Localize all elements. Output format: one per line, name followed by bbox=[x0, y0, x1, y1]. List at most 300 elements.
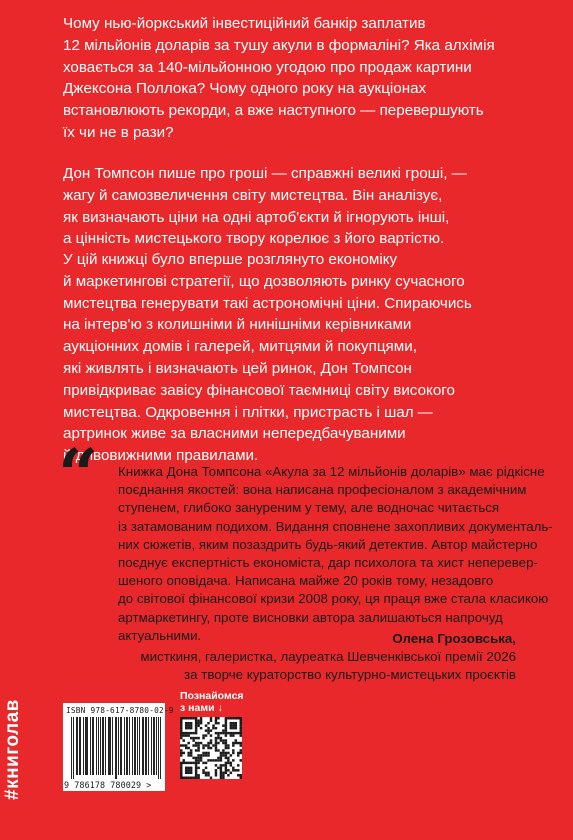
qr-module bbox=[202, 744, 204, 746]
qr-module bbox=[195, 744, 197, 746]
qr-module bbox=[240, 759, 242, 761]
qr-module bbox=[180, 762, 182, 764]
qr-module bbox=[220, 737, 222, 739]
qr-module bbox=[222, 754, 224, 756]
qr-module bbox=[197, 767, 199, 769]
barcode-bar bbox=[108, 717, 109, 775]
qr-module bbox=[205, 744, 207, 746]
qr-module bbox=[225, 739, 227, 741]
qr-module bbox=[180, 722, 182, 724]
qr-module bbox=[240, 777, 242, 779]
qr-module bbox=[190, 727, 192, 729]
qr-module bbox=[180, 744, 182, 746]
qr-module bbox=[240, 734, 242, 736]
qr-module bbox=[195, 777, 197, 779]
barcode-bar bbox=[153, 717, 154, 775]
qr-module bbox=[185, 732, 187, 734]
qr-module bbox=[205, 734, 207, 736]
barcode-bar bbox=[102, 717, 103, 775]
qr-module bbox=[202, 747, 204, 749]
qr-module bbox=[212, 759, 214, 761]
qr-module bbox=[180, 717, 182, 719]
qr-module bbox=[227, 717, 229, 719]
barcode-bar bbox=[80, 717, 81, 775]
qr-module bbox=[235, 727, 237, 729]
qr-module bbox=[225, 734, 227, 736]
qr-module bbox=[232, 732, 234, 734]
qr-module bbox=[180, 774, 182, 776]
qr-module bbox=[202, 762, 204, 764]
qr-module bbox=[185, 744, 187, 746]
qr-module bbox=[187, 777, 189, 779]
qr-module bbox=[202, 737, 204, 739]
qr-module bbox=[187, 747, 189, 749]
qr-module bbox=[185, 727, 187, 729]
qr-module bbox=[230, 754, 232, 756]
qr-module bbox=[225, 744, 227, 746]
barcode-bar bbox=[142, 717, 143, 775]
qr-module bbox=[190, 762, 192, 764]
qr-module bbox=[225, 742, 227, 744]
qr-module bbox=[227, 759, 229, 761]
qr-module bbox=[220, 767, 222, 769]
review-author bbox=[140, 630, 516, 685]
qr-module bbox=[222, 742, 224, 744]
qr-module bbox=[235, 717, 237, 719]
qr-module bbox=[230, 734, 232, 736]
qr-module bbox=[195, 769, 197, 771]
blurb-paragraph-2: Дон Томпсон пише про гроші — справжні великі гроші, — жагу й самозвеличення світу мистецтва. Він аналізує, як визначають ціни на одні артоб'єкти й ігнорують інші, а цінність мистецького твору корелює з його вартістю. bbox=[63, 165, 467, 248]
qr-module bbox=[187, 734, 189, 736]
qr-module bbox=[192, 744, 194, 746]
qr-module bbox=[182, 762, 184, 764]
qr-module bbox=[180, 727, 182, 729]
qr-module bbox=[240, 722, 242, 724]
barcode-bar bbox=[105, 717, 106, 775]
qr-module bbox=[215, 719, 217, 721]
qr-module bbox=[215, 772, 217, 774]
barcode-bar bbox=[86, 717, 87, 775]
qr-module bbox=[215, 727, 217, 729]
qr-code[interactable] bbox=[180, 717, 242, 779]
qr-module bbox=[232, 727, 234, 729]
barcode-bar bbox=[115, 717, 116, 779]
qr-module bbox=[237, 764, 239, 766]
qr-module bbox=[207, 772, 209, 774]
qr-module bbox=[180, 737, 182, 739]
barcode-bar bbox=[112, 717, 113, 775]
barcode-bar bbox=[146, 717, 147, 775]
qr-module bbox=[225, 764, 227, 766]
barcode-bar bbox=[76, 717, 77, 775]
qr-module bbox=[195, 724, 197, 726]
qr-module bbox=[195, 732, 197, 734]
qr-module bbox=[240, 742, 242, 744]
qr-module bbox=[220, 757, 222, 759]
qr-module bbox=[212, 724, 214, 726]
qr-module bbox=[225, 757, 227, 759]
qr-module bbox=[217, 749, 219, 751]
barcode-bar bbox=[160, 717, 161, 779]
qr-module bbox=[227, 769, 229, 771]
barcode-bar bbox=[148, 717, 149, 775]
qr-module bbox=[187, 767, 189, 769]
qr-module bbox=[230, 762, 232, 764]
qr-module bbox=[240, 752, 242, 754]
qr-module bbox=[220, 769, 222, 771]
qr-module bbox=[190, 769, 192, 771]
qr-module bbox=[227, 752, 229, 754]
qr-module bbox=[192, 762, 194, 764]
barcode-bar bbox=[116, 717, 117, 779]
qr-module bbox=[182, 759, 184, 761]
qr-module bbox=[225, 754, 227, 756]
qr-module bbox=[190, 737, 192, 739]
qr-module bbox=[227, 732, 229, 734]
qr-module bbox=[187, 717, 189, 719]
qr-module bbox=[220, 764, 222, 766]
qr-module bbox=[227, 757, 229, 759]
barcode-bar bbox=[154, 717, 155, 775]
qr-module bbox=[222, 739, 224, 741]
qr-module bbox=[195, 722, 197, 724]
qr-module bbox=[197, 742, 199, 744]
qr-module bbox=[190, 722, 192, 724]
qr-module bbox=[225, 762, 227, 764]
qr-module bbox=[187, 762, 189, 764]
qr-module bbox=[222, 724, 224, 726]
qr-module bbox=[205, 754, 207, 756]
qr-module bbox=[185, 722, 187, 724]
qr-caption: Познайомся з нами ↓ bbox=[180, 690, 244, 714]
barcode-bar bbox=[87, 717, 88, 775]
qr-module bbox=[232, 717, 234, 719]
qr-module bbox=[190, 772, 192, 774]
barcode-icon bbox=[71, 717, 161, 779]
qr-module bbox=[187, 727, 189, 729]
qr-module bbox=[237, 742, 239, 744]
qr-module bbox=[180, 777, 182, 779]
qr-module bbox=[237, 774, 239, 776]
qr-module bbox=[212, 744, 214, 746]
barcode-bar bbox=[83, 717, 84, 775]
barcode-bar bbox=[85, 717, 86, 775]
qr-module bbox=[217, 732, 219, 734]
qr-module bbox=[202, 772, 204, 774]
qr-module bbox=[230, 764, 232, 766]
qr-module bbox=[237, 717, 239, 719]
barcode-bar bbox=[139, 717, 140, 775]
barcode-bar bbox=[98, 717, 99, 775]
barcode-bar bbox=[96, 717, 97, 775]
qr-module bbox=[192, 739, 194, 741]
qr-module bbox=[185, 772, 187, 774]
qr-module bbox=[180, 729, 182, 731]
qr-module bbox=[197, 747, 199, 749]
qr-module bbox=[232, 769, 234, 771]
qr-module bbox=[207, 752, 209, 754]
qr-module bbox=[237, 752, 239, 754]
qr-module bbox=[210, 742, 212, 744]
qr-module bbox=[215, 742, 217, 744]
qr-module bbox=[207, 747, 209, 749]
qr-module bbox=[225, 752, 227, 754]
barcode-bar bbox=[118, 717, 119, 775]
qr-module bbox=[192, 732, 194, 734]
qr-module bbox=[202, 734, 204, 736]
qr-module bbox=[215, 759, 217, 761]
qr-module bbox=[225, 722, 227, 724]
qr-module bbox=[232, 749, 234, 751]
qr-module bbox=[215, 722, 217, 724]
qr-module bbox=[180, 767, 182, 769]
barcode-bar bbox=[137, 717, 138, 775]
qr-module bbox=[195, 772, 197, 774]
qr-module bbox=[197, 757, 199, 759]
qr-module bbox=[185, 762, 187, 764]
qr-module bbox=[195, 717, 197, 719]
qr-module bbox=[205, 762, 207, 764]
qr-module bbox=[240, 729, 242, 731]
qr-module bbox=[180, 732, 182, 734]
qr-module bbox=[217, 717, 219, 719]
qr-module bbox=[205, 772, 207, 774]
qr-module bbox=[195, 719, 197, 721]
qr-module bbox=[197, 744, 199, 746]
qr-module bbox=[230, 772, 232, 774]
qr-module bbox=[197, 722, 199, 724]
qr-module bbox=[225, 717, 227, 719]
qr-module bbox=[200, 719, 202, 721]
qr-module bbox=[210, 747, 212, 749]
qr-module bbox=[205, 767, 207, 769]
qr-module bbox=[195, 749, 197, 751]
qr-module bbox=[215, 764, 217, 766]
qr-module bbox=[225, 772, 227, 774]
barcode-bar bbox=[121, 717, 122, 775]
qr-module bbox=[195, 757, 197, 759]
qr-module bbox=[227, 747, 229, 749]
qr-module bbox=[197, 724, 199, 726]
review-quote: Книжка Дона Томпсона «Акула за 12 мільйонів доларів» має рідкісне поєднання якостей: вона написана професіоналом з академічним ступенем, глибоко зануреним у тему, але водночас читається із затамованим подихом. Видання сповнене захопливих документаль- них сюжетів, яким позаздрить будь-який детектив. Автор майстерно поєднує експертність економіста, дар психолога та хист неперевер- шеного оповідача. Написана майже 20 років тому, незадовго до світової фінансової кризи 2008 року, ця праця вже стала класикою артмаркетингу, проте висновки автора залишаються напрочуд актуальними. bbox=[118, 464, 553, 643]
qr-module bbox=[205, 729, 207, 731]
qr-module bbox=[232, 744, 234, 746]
qr-module bbox=[190, 767, 192, 769]
barcode-bar bbox=[103, 717, 104, 775]
qr-module bbox=[240, 724, 242, 726]
qr-module bbox=[205, 724, 207, 726]
qr-module bbox=[187, 754, 189, 756]
qr-module bbox=[220, 754, 222, 756]
qr-module bbox=[180, 769, 182, 771]
author-title: мисткиня, галеристка, лауреатка Шевченківської премії 2026 bbox=[140, 649, 516, 665]
qr-module bbox=[187, 722, 189, 724]
qr-module bbox=[207, 754, 209, 756]
qr-module bbox=[195, 764, 197, 766]
qr-module bbox=[200, 742, 202, 744]
barcode-bar bbox=[71, 717, 72, 779]
qr-module bbox=[225, 724, 227, 726]
qr-module bbox=[232, 722, 234, 724]
qr-module bbox=[187, 772, 189, 774]
barcode-bar bbox=[127, 717, 128, 775]
qr-module bbox=[235, 742, 237, 744]
qr-module bbox=[215, 769, 217, 771]
qr-module bbox=[187, 742, 189, 744]
qr-module bbox=[232, 724, 234, 726]
barcode-bar bbox=[156, 717, 157, 775]
qr-module bbox=[217, 734, 219, 736]
qr-module bbox=[192, 777, 194, 779]
qr-code-icon bbox=[180, 717, 242, 779]
qr-module bbox=[182, 732, 184, 734]
qr-module bbox=[180, 724, 182, 726]
barcode-bar bbox=[92, 717, 93, 775]
qr-module bbox=[215, 744, 217, 746]
qr-module bbox=[190, 754, 192, 756]
qr-module bbox=[240, 719, 242, 721]
barcode-bar bbox=[124, 717, 125, 775]
qr-module bbox=[197, 774, 199, 776]
qr-module bbox=[215, 737, 217, 739]
qr-module bbox=[222, 732, 224, 734]
qr-module bbox=[237, 732, 239, 734]
qr-module bbox=[232, 767, 234, 769]
blurb-paragraph-1: Чому нью-йоркський інвестиційний банкір заплатив 12 мільйонів доларів за тушу акули в формаліні? Яка алхімія ховається за 140-мільйонною угодою про продаж картини Джексона Поллока? Чому одного року на аукціонах встановлюють рекорди, а вже наступного — перевершують їх чи не в рази? bbox=[63, 15, 495, 141]
qr-module bbox=[197, 759, 199, 761]
ean-number: 9 786178 780029 > bbox=[64, 780, 152, 790]
qr-module bbox=[185, 767, 187, 769]
qr-module bbox=[230, 717, 232, 719]
qr-module bbox=[195, 759, 197, 761]
qr-module bbox=[195, 737, 197, 739]
qr-module bbox=[240, 717, 242, 719]
author-name: Олена Грозовська, bbox=[392, 631, 516, 646]
qr-module bbox=[222, 777, 224, 779]
qr-module bbox=[212, 727, 214, 729]
qr-module bbox=[220, 759, 222, 761]
qr-module bbox=[182, 717, 184, 719]
barcode-bar bbox=[109, 717, 110, 775]
qr-module bbox=[182, 777, 184, 779]
qr-module bbox=[187, 752, 189, 754]
qr-module bbox=[237, 754, 239, 756]
barcode-bar bbox=[90, 717, 91, 775]
qr-module bbox=[222, 774, 224, 776]
qr-module bbox=[235, 739, 237, 741]
qr-module bbox=[217, 742, 219, 744]
barcode-bar bbox=[79, 717, 80, 775]
isbn-number: ISBN 978-617-8780-02-9 bbox=[66, 706, 174, 715]
barcode-bar bbox=[110, 717, 111, 775]
qr-module bbox=[217, 757, 219, 759]
qr-module bbox=[210, 717, 212, 719]
qr-module bbox=[182, 752, 184, 754]
qr-module bbox=[210, 734, 212, 736]
qr-module bbox=[220, 752, 222, 754]
qr-module bbox=[220, 772, 222, 774]
qr-module bbox=[227, 774, 229, 776]
qr-module bbox=[185, 717, 187, 719]
qr-module bbox=[197, 762, 199, 764]
qr-module bbox=[240, 774, 242, 776]
qr-module bbox=[227, 744, 229, 746]
qr-module bbox=[215, 732, 217, 734]
qr-module bbox=[180, 734, 182, 736]
qr-module bbox=[182, 734, 184, 736]
qr-module bbox=[197, 777, 199, 779]
qr-module bbox=[227, 762, 229, 764]
qr-module bbox=[210, 739, 212, 741]
qr-module bbox=[190, 752, 192, 754]
qr-module bbox=[205, 752, 207, 754]
qr-module bbox=[185, 747, 187, 749]
qr-module bbox=[240, 744, 242, 746]
qr-module bbox=[225, 769, 227, 771]
qr-module bbox=[210, 729, 212, 731]
qr-module bbox=[195, 742, 197, 744]
barcode-bar bbox=[134, 717, 135, 775]
qr-module bbox=[195, 774, 197, 776]
quote-mark-icon: “ bbox=[58, 433, 99, 516]
qr-module bbox=[207, 744, 209, 746]
qr-module bbox=[222, 772, 224, 774]
qr-module bbox=[195, 727, 197, 729]
qr-module bbox=[225, 719, 227, 721]
qr-module bbox=[225, 767, 227, 769]
qr-module bbox=[232, 734, 234, 736]
barcode-bar bbox=[73, 717, 74, 779]
qr-module bbox=[185, 724, 187, 726]
qr-module bbox=[195, 762, 197, 764]
qr-module bbox=[190, 749, 192, 751]
qr-module bbox=[210, 777, 212, 779]
qr-module bbox=[222, 729, 224, 731]
qr-module bbox=[197, 754, 199, 756]
qr-module bbox=[215, 749, 217, 751]
qr-module bbox=[222, 764, 224, 766]
qr-module bbox=[207, 742, 209, 744]
qr-module bbox=[187, 724, 189, 726]
blurb-paragraph-3: У цій книжці було вперше розглянуто економіку й маркетингові стратегії, що дозволяють ринку сучасного мистецтва генерувати такі астрономічні ціни. Спираючись на інтерв'ю з колишніми й нинішніми керівниками аукціонних домів і галерей, митцями й покупцями, які живлять і визначають цей ринок, Дон Томпсон привідкриває завісу фінансової таємниці світу високого мистецтва. Одкровення і плітки, пристрасть і шал — артринок живе за власними непередбачуваними й дивовижними правилами. bbox=[63, 251, 472, 465]
qr-module bbox=[215, 747, 217, 749]
qr-module bbox=[207, 774, 209, 776]
qr-module bbox=[235, 722, 237, 724]
barcode-bar bbox=[100, 717, 101, 775]
qr-module bbox=[225, 732, 227, 734]
qr-module bbox=[230, 732, 232, 734]
qr-module bbox=[192, 737, 194, 739]
qr-module bbox=[190, 777, 192, 779]
qr-module bbox=[225, 729, 227, 731]
qr-module bbox=[207, 722, 209, 724]
barcode-bar bbox=[135, 717, 136, 775]
qr-module bbox=[220, 739, 222, 741]
qr-module bbox=[207, 727, 209, 729]
barcode-bar bbox=[158, 717, 159, 779]
qr-module bbox=[217, 722, 219, 724]
qr-module bbox=[220, 732, 222, 734]
qr-module bbox=[195, 729, 197, 731]
qr-module bbox=[197, 719, 199, 721]
qr-module bbox=[200, 757, 202, 759]
qr-module bbox=[217, 759, 219, 761]
barcode-bar bbox=[151, 717, 152, 775]
qr-module bbox=[230, 724, 232, 726]
qr-module bbox=[205, 774, 207, 776]
qr-module bbox=[200, 722, 202, 724]
qr-module bbox=[215, 739, 217, 741]
